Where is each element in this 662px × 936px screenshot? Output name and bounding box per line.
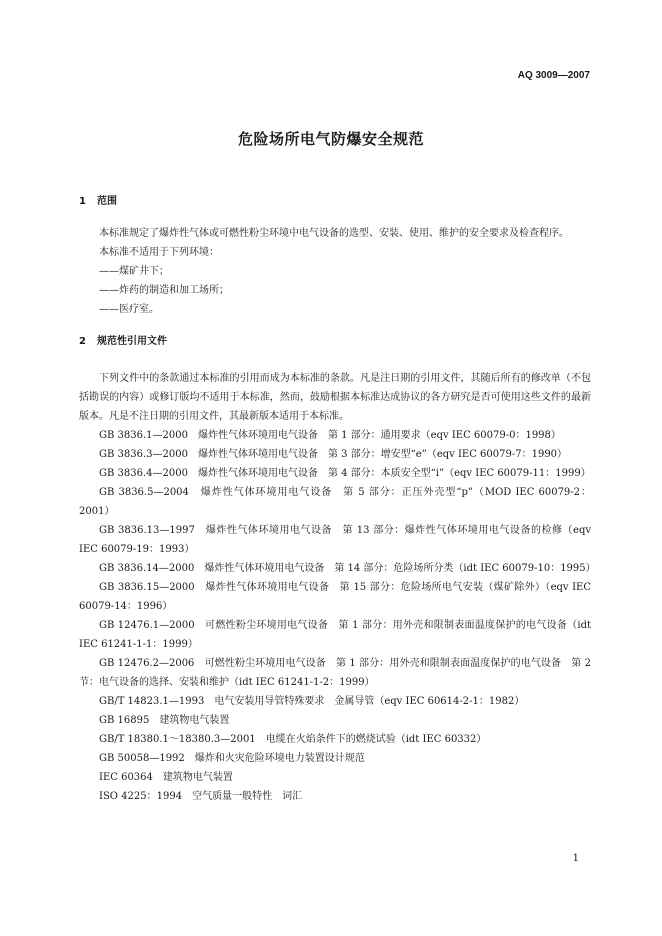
reference-item: GB 3836.3—2000 爆炸性气体环境用电气设备 第 3 部分：增安型“e”（eqv IEC 60079-7：1990） (99, 449, 568, 460)
section-title: 范围 (97, 196, 117, 207)
reference-item: GB 3836.13—1997 爆炸性气体环境用电气设备 第 13 部分：爆炸性气体环境用电气设备的检修（eqv IEC 60079-19：1993） (79, 525, 591, 555)
reference-item: GB/T 18380.1～18380.3—2001 电缆在火焰条件下的燃烧试验（idt IEC 60332） (99, 734, 487, 745)
list-item: ——煤矿井下； (99, 266, 169, 277)
reference-item: GB 12476.2—2006 可燃性粉尘环境用电气设备 第 1 部分：用外壳和限制表面温度保护的电气设备 第 2 节：电气设备的选择、安装和维护（idt IEC 61241-1-2：1999） (79, 658, 591, 688)
reference-item: GB 16895 建筑物电气装置 (99, 715, 230, 726)
document-title: 危险场所电气防爆安全规范 (237, 130, 424, 148)
section-2-heading (79, 332, 591, 351)
reference-item: GB 3836.15—2000 爆炸性气体环境用电气设备 第 15 部分：危险场所电气安装（煤矿除外）（eqv IEC 60079-14：1996） (79, 582, 591, 612)
reference-item: GB 50058—1992 爆炸和火灾危险环境电力装置设计规范 (99, 753, 365, 764)
reference-item: ISO 4225：1994 空气质量一般特性 词汇 (99, 791, 303, 802)
section-1-heading (79, 192, 591, 211)
list-item: ——医疗室。 (99, 304, 159, 315)
list-item: ——炸药的制造和加工场所； (99, 285, 229, 296)
paragraph: 下列文件中的条款通过本标准的引用而成为本标准的条款。凡是注日期的引用文件，其随后所有的修改单（不包括勘误的内容）或修订版均不适用于本标准，然而，鼓励根据本标准达成协议的各方研究是否可使用这些文件的最新版本。凡是不注日期的引用文件，其最新版本适用于本标准。 (79, 373, 591, 422)
reference-item: GB 3836.5—2004 爆炸性气体环境用电气设备 第 5 部分：正压外壳型“p”（MOD IEC 60079-2：2001） (79, 487, 591, 517)
reference-item: IEC 60364 建筑物电气装置 (99, 772, 233, 783)
reference-item: GB 3836.14—2000 爆炸性气体环境用电气设备 第 14 部分：危险场所分类（idt IEC 60079-10：1995） (99, 563, 596, 574)
reference-item: GB 12476.1—2000 可燃性粉尘环境用电气设备 第 1 部分：用外壳和限制表面温度保护的电气设备（idt IEC 61241-1-1：1999） (79, 620, 591, 650)
page-number: 1 (572, 853, 579, 864)
standard-code: AQ 3009—2007 (517, 70, 590, 81)
reference-item: GB 3836.1—2000 爆炸性气体环境用电气设备 第 1 部分：通用要求（eqv IEC 60079-0：1998） (99, 430, 561, 441)
document-body (79, 192, 596, 806)
paragraph: 本标准不适用于下列环境： (99, 247, 219, 258)
reference-item: GB/T 14823.1—1993 电气安装用导管特殊要求 金属导管（eqv IEC 60614-2-1：1982） (99, 696, 525, 707)
reference-item: GB 3836.4—2000 爆炸性气体环境用电气设备 第 4 部分：本质安全型“i”（eqv IEC 60079-11：1999） (99, 468, 591, 479)
section-number: 1 (79, 196, 86, 207)
paragraph: 本标准规定了爆炸性气体或可燃性粉尘环境中电气设备的选型、安装、使用、维护的安全要求及检查程序。 (99, 228, 569, 239)
section-title: 规范性引用文件 (97, 336, 167, 347)
section-number: 2 (79, 336, 86, 347)
